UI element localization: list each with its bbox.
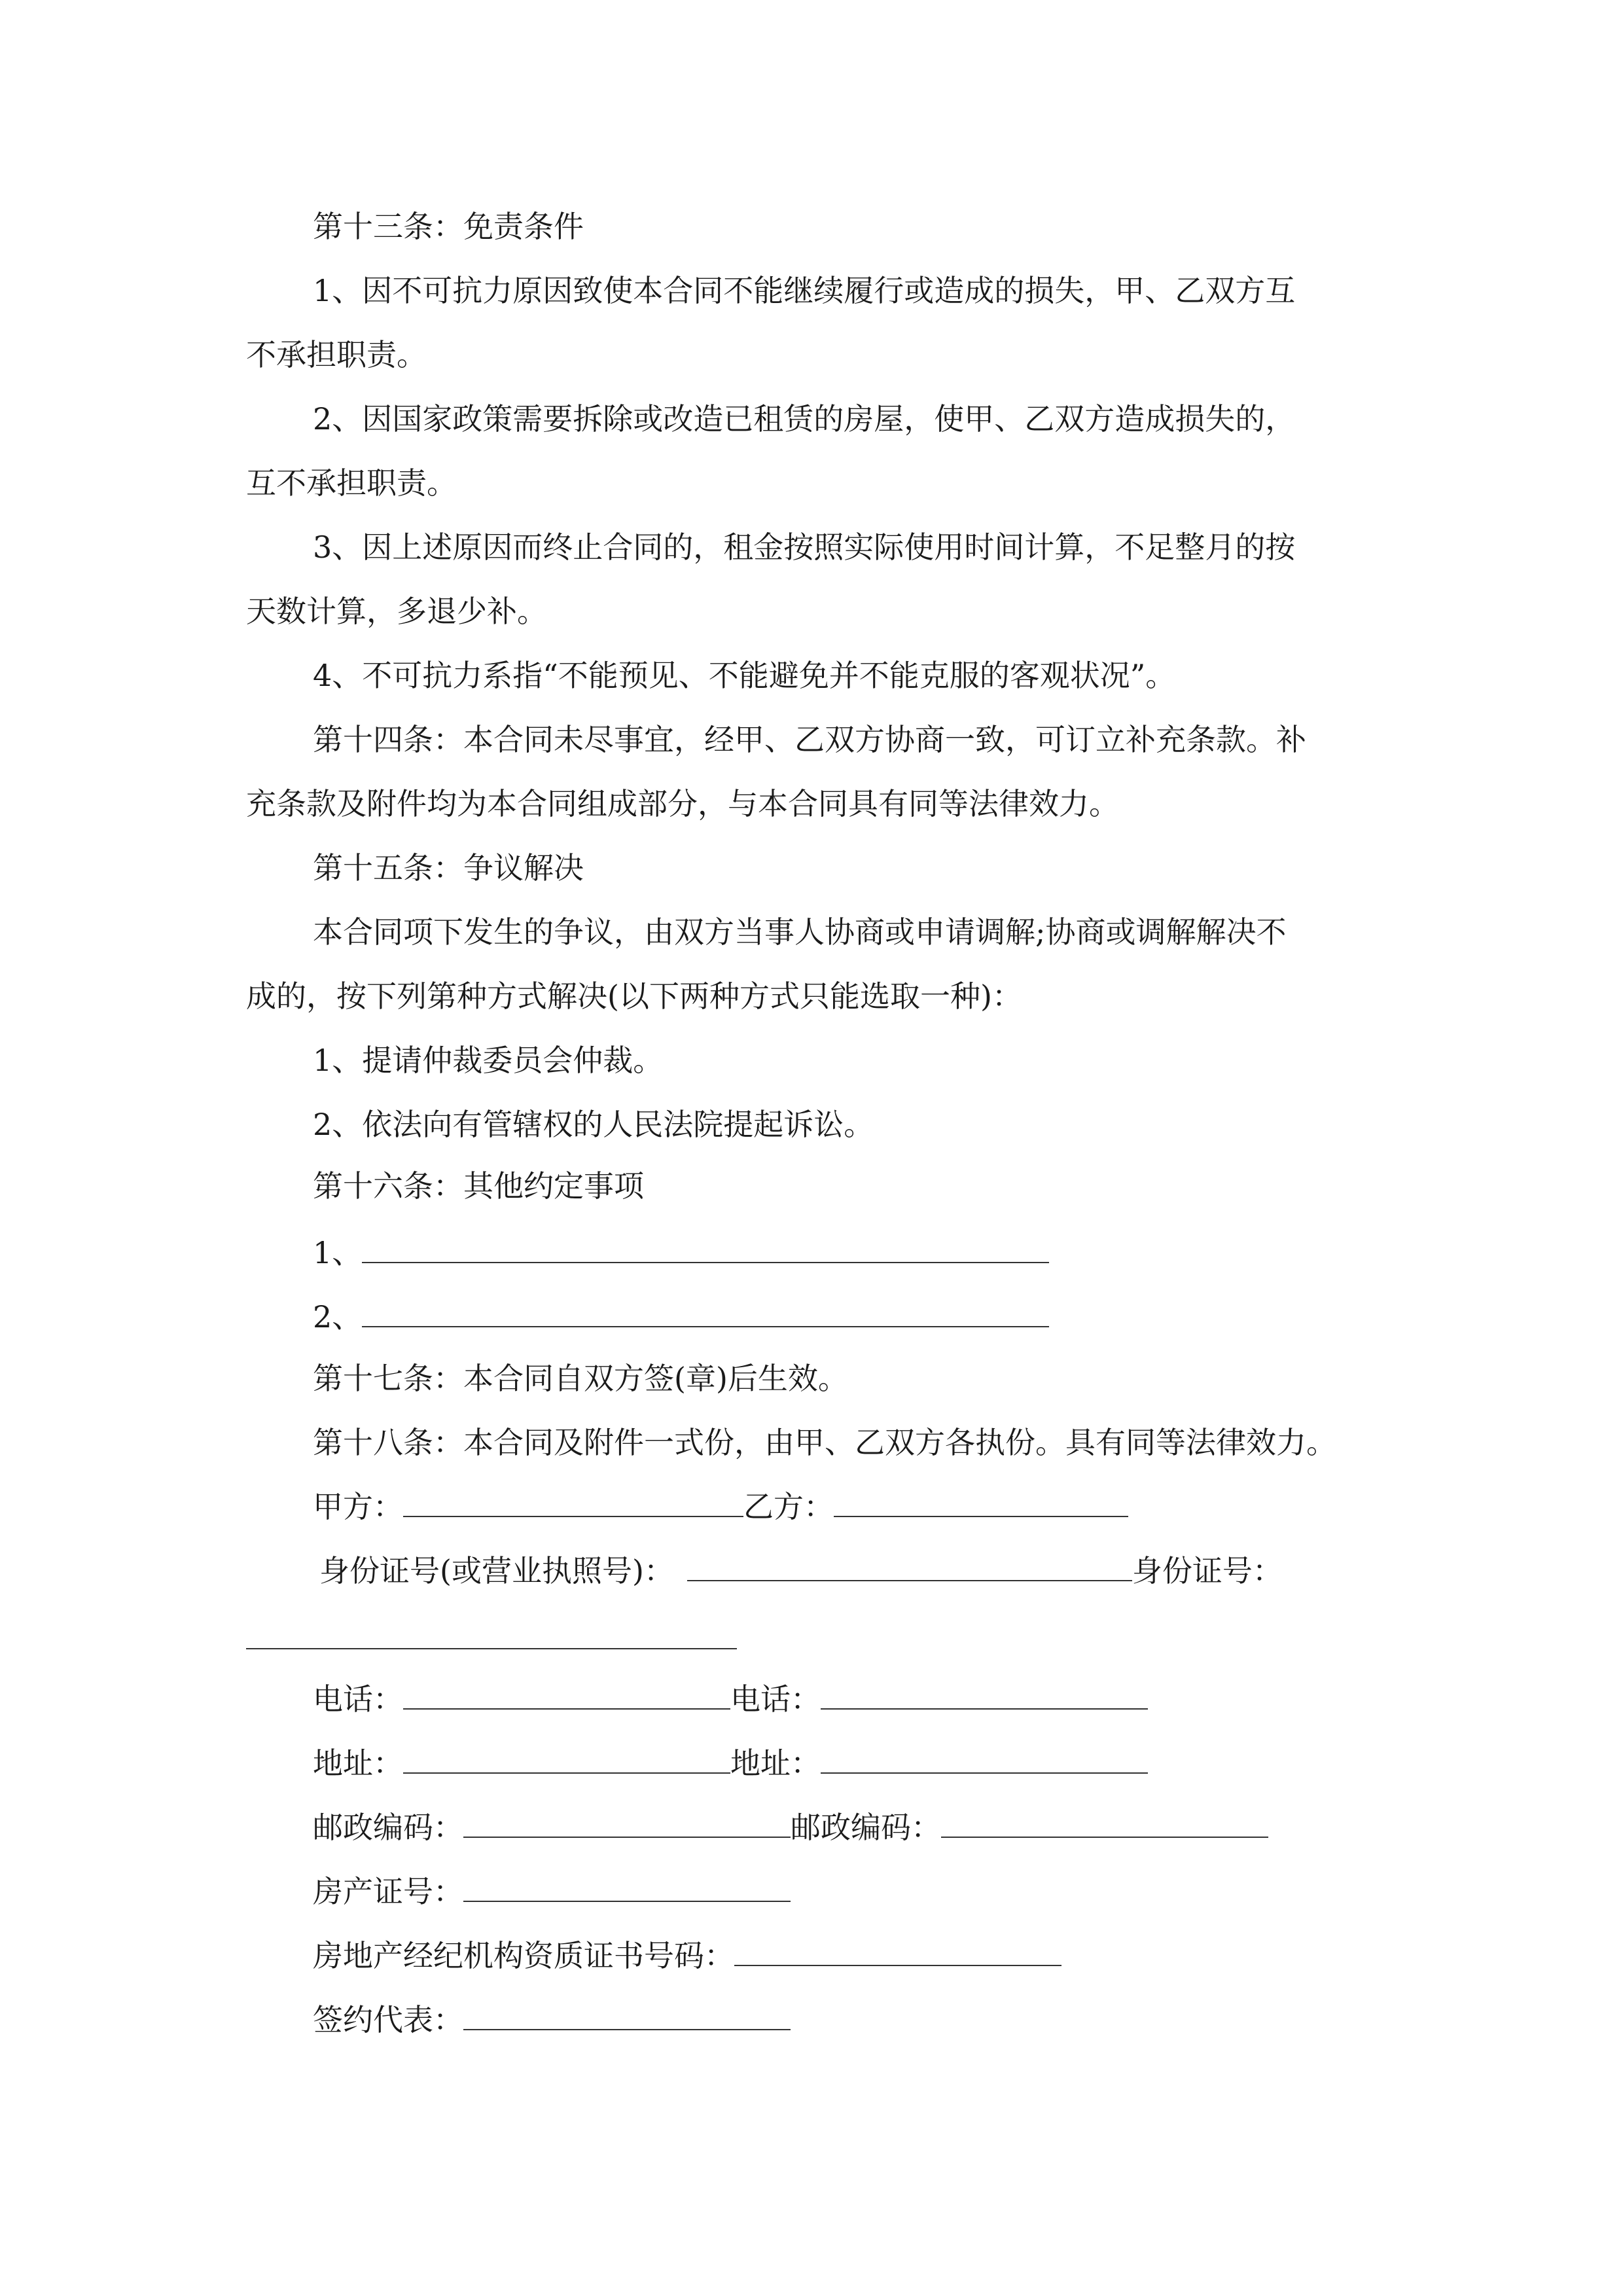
addr-b-blank[interactable] <box>821 1746 1148 1774</box>
id-b-blank[interactable] <box>246 1648 737 1649</box>
party-a-label: 甲方： <box>313 1489 403 1524</box>
addr-a-blank[interactable] <box>403 1746 730 1774</box>
agency-blank[interactable] <box>734 1939 1061 1966</box>
party-a-blank[interactable] <box>403 1490 743 1517</box>
article-16-item-1 <box>313 1233 1049 1272</box>
deed-blank[interactable] <box>463 1874 791 1902</box>
article-15-option-2: 2、依法向有管辖权的人民法院提起诉讼。 <box>313 1107 874 1142</box>
article-18: 第十八条：本合同及附件一式份，由甲、乙双方各执份。具有同等法律效力。 <box>313 1425 1336 1460</box>
article-13-clause-2: 2、因国家政策需要拆除或改造已租赁的房屋，使甲、乙双方造成损失的， <box>313 401 1296 437</box>
rep-label: 签约代表： <box>313 2002 463 2037</box>
item-2-label: 2、 <box>313 1299 363 1335</box>
article-15-body: 本合同项下发生的争议，由双方当事人协商或申请调解;协商或调解解决不 <box>313 914 1287 950</box>
article-14: 第十四条：本合同未尽事宜，经甲、乙双方协商一致，可订立补充条款。补 <box>313 722 1306 757</box>
zip-a-label: 邮政编码： <box>313 1810 463 1845</box>
zip-b-blank[interactable] <box>941 1810 1268 1838</box>
article-13-clause-3: 3、因上述原因而终止合同的，租金按照实际使用时间计算，不足整月的按 <box>313 529 1296 565</box>
rep-line <box>313 2000 791 2039</box>
article-13-clause-4: 4、不可抗力系指“不能预见、不能避免并不能克服的客观状况”。 <box>313 658 1176 693</box>
phone-a-label: 电话： <box>313 1681 403 1717</box>
id-a-blank[interactable] <box>687 1554 1132 1581</box>
article-15-title: 第十五条：争议解决 <box>313 850 584 886</box>
article-13-clause-3-cont: 天数计算，多退少补。 <box>246 594 547 629</box>
item-1-blank[interactable] <box>362 1236 1049 1263</box>
item-2-blank[interactable] <box>362 1300 1049 1327</box>
zip-a-blank[interactable] <box>463 1810 791 1838</box>
article-13-clause-2-cont: 互不承担职责。 <box>246 465 457 501</box>
article-15-body-cont: 成的，按下列第种方式解决(以下两种方式只能选取一种)： <box>246 978 1022 1014</box>
party-b-blank[interactable] <box>834 1490 1128 1517</box>
addr-a-label: 地址： <box>313 1746 403 1781</box>
party-line <box>313 1487 1128 1526</box>
id-line <box>319 1551 1283 1590</box>
zip-line <box>313 1808 1268 1847</box>
addr-b-label: 地址： <box>730 1746 821 1781</box>
article-16-title: 第十六条：其他约定事项 <box>313 1168 644 1204</box>
zip-b-label: 邮政编码： <box>791 1810 941 1845</box>
item-1-label: 1、 <box>313 1235 363 1270</box>
article-16-item-2 <box>313 1297 1049 1336</box>
id-a-label: 身份证号(或营业执照号)： <box>319 1553 674 1588</box>
phone-b-label: 电话： <box>730 1681 821 1717</box>
phone-line <box>313 1679 1148 1719</box>
article-15-option-1: 1、提请仲裁委员会仲裁。 <box>313 1043 664 1078</box>
agency-line <box>313 1936 1061 1975</box>
article-13-clause-1: 1、因不可抗力原因致使本合同不能继续履行或造成的损失，甲、乙双方互 <box>313 273 1296 308</box>
article-17: 第十七条：本合同自双方签(章)后生效。 <box>313 1361 848 1396</box>
id-b-label: 身份证号： <box>1132 1553 1283 1588</box>
address-line <box>313 1744 1148 1783</box>
article-14-cont: 充条款及附件均为本合同组成部分，与本合同具有同等法律效力。 <box>246 786 1119 821</box>
article-13-title: 第十三条：免责条件 <box>313 209 584 244</box>
deed-label: 房产证号： <box>313 1874 463 1909</box>
deed-line <box>313 1872 791 1911</box>
phone-a-blank[interactable] <box>403 1682 730 1710</box>
agency-label: 房地产经纪机构资质证书号码： <box>313 1938 734 1973</box>
article-13-clause-1-cont: 不承担职责。 <box>246 337 427 372</box>
phone-b-blank[interactable] <box>821 1682 1148 1710</box>
party-b-label: 乙方： <box>743 1489 834 1524</box>
rep-blank[interactable] <box>463 2003 791 2030</box>
